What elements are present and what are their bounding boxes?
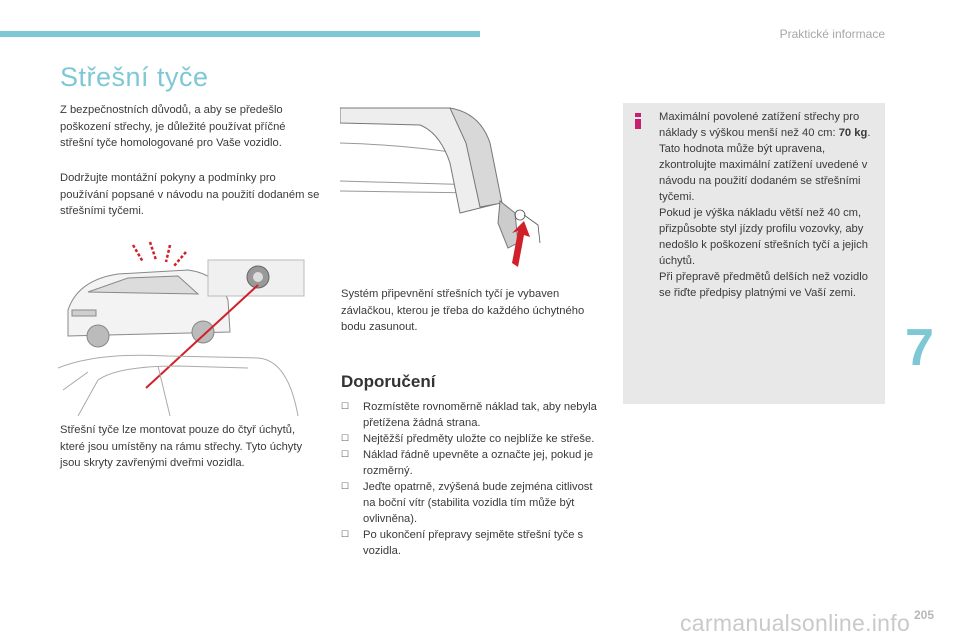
section-title: Praktické informace xyxy=(779,27,885,41)
intro-paragraph: Z bezpečnostních důvodů, a aby se předešlo poškození střechy, je důležité používat příčné střešní tyče homologované pro Vaše vozidlo. xyxy=(60,104,286,149)
list-item: ☐ Rozmístěte rovnoměrně náklad tak, aby nebyla přetížena žádná strana. xyxy=(341,401,597,429)
page-number: 205 xyxy=(914,608,935,622)
roof-bar-pin-illustration xyxy=(340,103,585,273)
header-accent-bar xyxy=(0,31,480,37)
info-text: Maximální povolené zatížení střechy pro náklady s výškou menší než 40 cm: 70 kg. Tato hodnota může být upravena, zkontrolujte maximální zatížení uvedené v návodu na použití dodaném se střešními tyčemi. Pokud je výška nákladu větší než 40 cm, přizpůsobte styl jízdy profilu vozovky, aby nedošlo k poškození střešních tyčí a jejich úchytů. Při přepravě předmětů delších než vozidlo se řiďte předpisy platnými ve Vaší zemi. xyxy=(659,111,871,299)
info-icon xyxy=(633,113,643,129)
recommendations-heading: Doporučení xyxy=(341,372,436,391)
instructions-paragraph: Dodržujte montážní pokyny a podmínky pro používání popsané v návodu na použití dodaném se střešními tyčemi. xyxy=(60,172,320,217)
pin-system-paragraph: Systém připevnění střešních tyčí je vybaven závlačkou, kterou je třeba do každého úchytného bodu zasunout. xyxy=(341,288,585,333)
page-title: Střešní tyče xyxy=(60,62,209,92)
checkbox-bullet-icon: ☐ xyxy=(341,529,350,539)
car-roof-mount-illustration xyxy=(58,240,320,418)
list-item: ☐ Náklad řádně upevněte a označte jej, pokud je rozměrný. xyxy=(341,449,594,477)
list-item: ☐ Nejtěžší předměty uložte co nejblíže ke střeše. xyxy=(341,433,595,445)
checkbox-bullet-icon: ☐ xyxy=(341,449,350,459)
checkbox-bullet-icon: ☐ xyxy=(341,401,350,411)
max-load-value: 70 kg xyxy=(838,127,868,139)
watermark: carmanualsonline.info xyxy=(680,610,911,636)
mounting-paragraph: Střešní tyče lze montovat pouze do čtyř úchytů, které jsou umístěny na rámu střechy. Tyto úchyty jsou skryty zavřenými dveřmi vozidla. xyxy=(60,424,303,469)
chapter-number: 7 xyxy=(905,319,934,377)
checkbox-bullet-icon: ☐ xyxy=(341,433,350,443)
list-item: ☐ Jeďte opatrně, zvýšená bude zejména citlivost na boční vítr (stabilita vozidla tím může být ovlivněna). xyxy=(341,481,593,525)
recommendations-list xyxy=(341,399,603,559)
list-item: ☐ Po ukončení přepravy sejměte střešní tyče s vozidla. xyxy=(341,529,584,557)
checkbox-bullet-icon: ☐ xyxy=(341,481,350,491)
info-box xyxy=(623,103,885,404)
